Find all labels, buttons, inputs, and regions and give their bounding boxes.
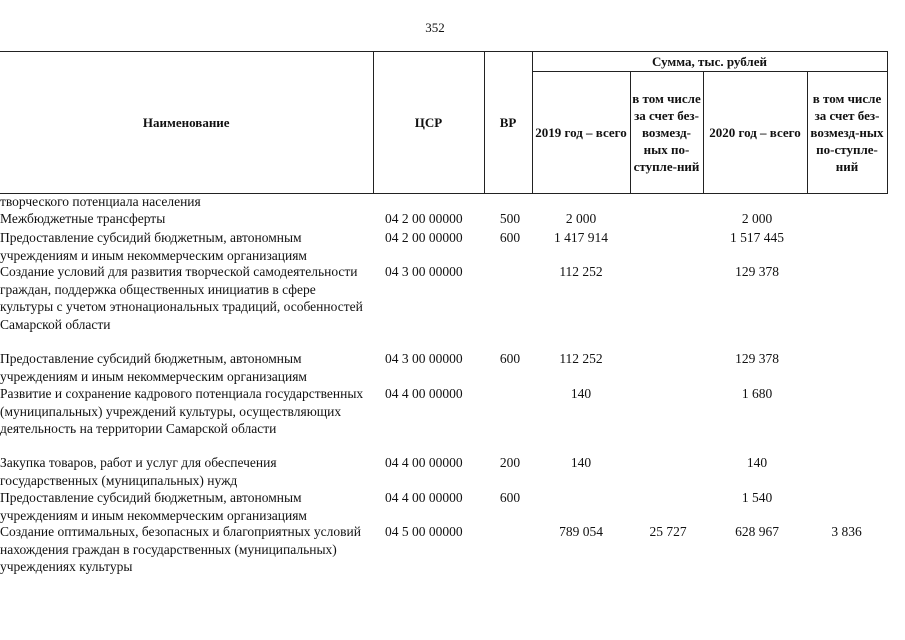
row-csr: 04 5 00 00000	[385, 524, 463, 539]
row-2019: 140	[570, 386, 592, 401]
header-2019-total: 2019 год – всего	[532, 72, 630, 194]
table-header	[0, 51, 888, 194]
header-2020-free: в том числе за счет без-возмезд-ных по-ступле-ний	[807, 72, 887, 194]
row-2020: 628 967	[735, 524, 779, 539]
header-vr: ВР	[484, 52, 532, 194]
row-2020: 1 540	[741, 490, 773, 505]
row-2019: 112 252	[559, 264, 603, 279]
row-csr: 04 4 00 00000	[385, 455, 463, 470]
row-2019: 112 252	[559, 351, 603, 366]
row-vr: 600	[499, 351, 521, 366]
row-vr: 600	[499, 490, 521, 505]
row-name: Предоставление субсидий бюджетным, автономным учреждениям и иным некоммерческим организациям	[0, 230, 307, 263]
row-name: Закупка товаров, работ и услуг для обеспечения государственных (муниципальных) нужд	[0, 455, 277, 488]
header-csr: ЦСР	[373, 52, 484, 194]
row-2019-free: 25 727	[649, 524, 687, 539]
row-name: Создание условий для развития творческой самодеятельности граждан, поддержка общественных инициатив в сфере культуры с учетом этнонациональных традиций, особенностей Самарской области	[0, 264, 363, 332]
row-2020: 129 378	[735, 351, 779, 366]
row-name: Межбюджетные трансферты	[0, 211, 166, 226]
header-2020-total: 2020 год – всего	[703, 72, 807, 194]
row-vr: 500	[499, 211, 521, 226]
row-2020: 1 517 445	[730, 230, 784, 245]
row-name: Предоставление субсидий бюджетным, автономным учреждениям и иным некоммерческим организациям	[0, 351, 307, 384]
row-2020: 140	[746, 455, 768, 470]
row-name: Развитие и сохранение кадрового потенциала государственных (муниципальных) учреждений культуры, осуществляющих деятельность на территории Самарской области	[0, 386, 364, 436]
row-2019: 789 054	[559, 524, 603, 539]
header-2019-free: в том числе за счет без-возмезд-ных по-ступле-ний	[630, 72, 703, 194]
row-2019: 2 000	[565, 211, 597, 226]
row-vr: 600	[499, 230, 521, 245]
row-csr: 04 2 00 00000	[385, 230, 463, 245]
row-csr: 04 2 00 00000	[385, 211, 463, 226]
row-2020: 2 000	[741, 211, 773, 226]
row-2020: 1 680	[741, 386, 773, 401]
row-name: Предоставление субсидий бюджетным, автономным учреждениям и иным некоммерческим организациям	[0, 490, 307, 523]
header-name: Наименование	[0, 52, 373, 194]
row-csr: 04 3 00 00000	[385, 264, 463, 279]
row-2020: 129 378	[735, 264, 779, 279]
row-vr: 200	[499, 455, 521, 470]
row-csr: 04 4 00 00000	[385, 490, 463, 505]
row-2020-free: 3 836	[831, 524, 862, 539]
header-sum-group: Сумма, тыс. рублей	[532, 52, 887, 72]
row-name: Создание оптимальных, безопасных и благоприятных условий нахождения граждан в государственных (муниципальных) учреждениях культуры	[0, 524, 361, 574]
row-2019: 140	[570, 455, 592, 470]
row-csr: 04 3 00 00000	[385, 351, 463, 366]
row-csr: 04 4 00 00000	[385, 386, 463, 401]
page-number: 352	[425, 20, 445, 35]
row-2019: 1 417 914	[554, 230, 608, 245]
row-name: творческого потенциала населения	[0, 194, 201, 209]
